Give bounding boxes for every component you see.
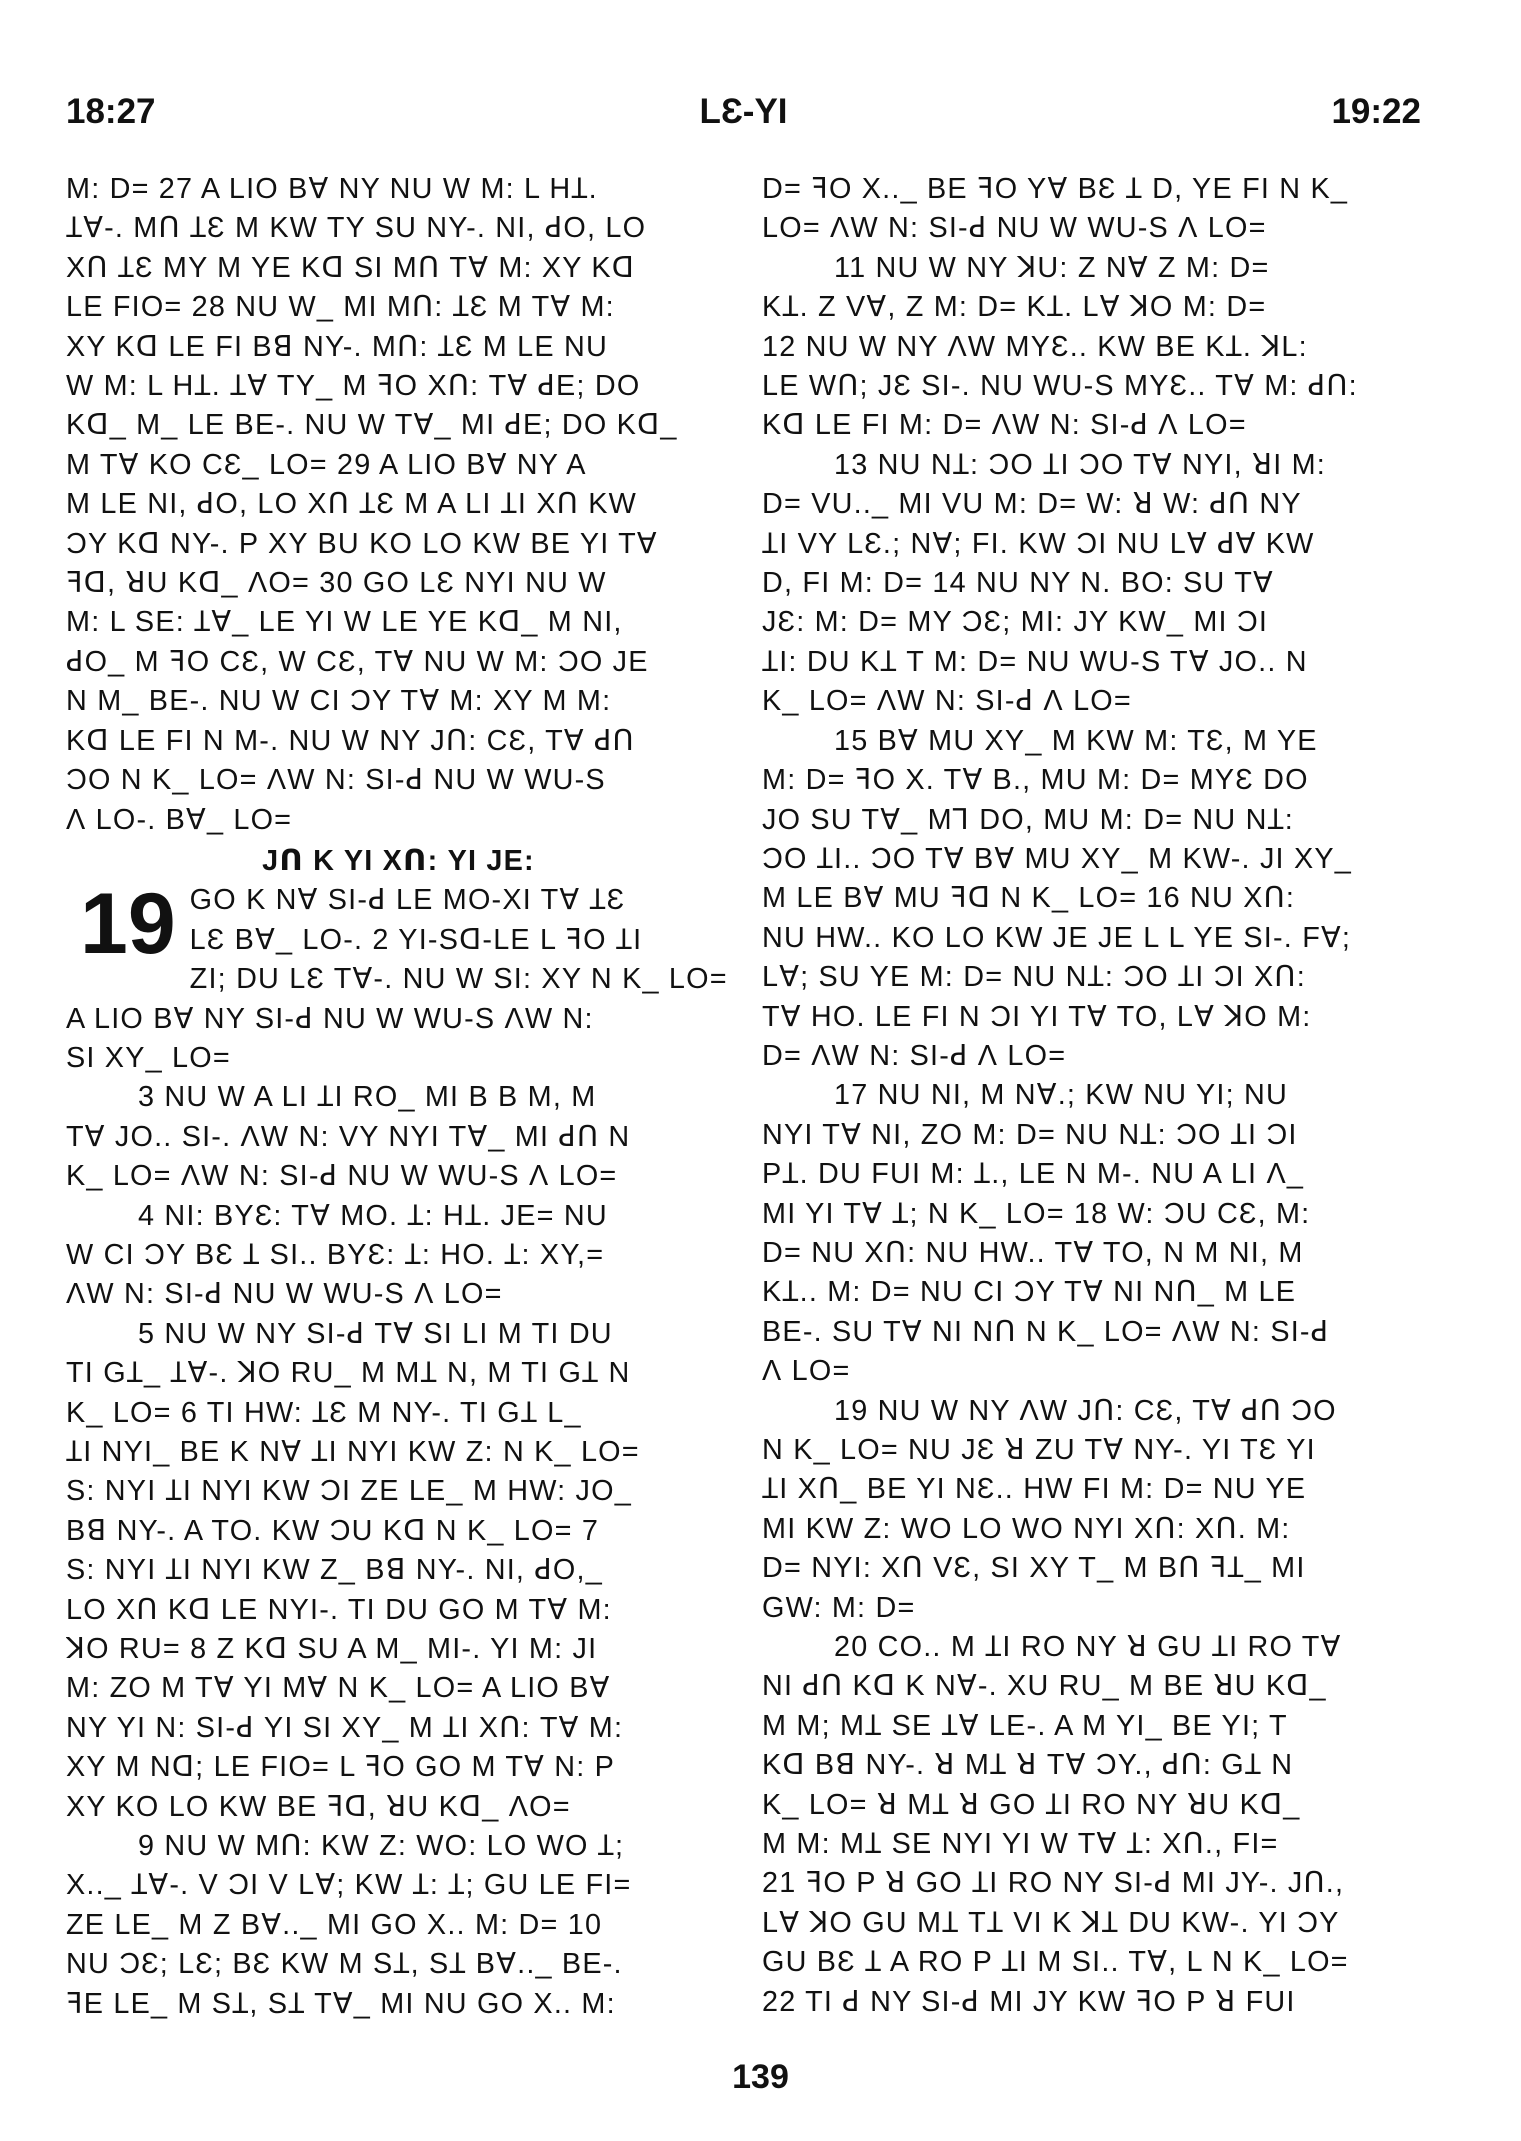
text-line: NI ꓒꓵ Kꓷ K NⱯ-. XU RU_ M BE ꓤU Kꓷ_ [762,1670,1327,1703]
text-line: KꞱ. Z VⱯ, Z M: D= KꞱ. LⱯ ꓘO M: D= [762,291,1267,324]
text-line: D= NU Xꓵ: NU HW.. TⱯ TO, N M NI, M [762,1236,1304,1269]
text-line: M M: MꞱ SE NYI YI W TⱯ Ʇ: Xꓵ., FI= [762,1828,1279,1861]
text-line: D= VU.._ MI VU M: D= W: ꓤ W: ꓒꓵ NY [762,488,1302,521]
text-line: Kꓷ_ M_ LE BE-. NU W TⱯ_ MI ꓒE; DO Kꓷ_ [66,409,678,442]
text-line: LO Xꓵ Kꓷ LE NYI-. TI DU GO M TⱯ M: [66,1593,612,1626]
text-line: K_ LO= ɅW N: SI-ꓒ NU W WU-S Ʌ LO= [66,1160,618,1193]
text-line: NU ƆƐ; LƐ; BƐ KW M SꞱ, SꞱ BⱯ.._ BE-. [66,1948,623,1981]
text-line: 20 CO.. M ꞱI RO NY ꓤ GU ꞱI RO TⱯ [834,1631,1342,1664]
text-line: ꞱⱯ-. Mꓵ ꞱƐ M KW TY SU NY-. NI, ꓒO, LO [66,212,647,245]
text-line: K_ LO= ꓤ MꞱ ꓤ GO ꞱI RO NY ꓤU Kꓷ_ [762,1788,1301,1821]
text-line: M TⱯ KO CƐ_ LO= 29 A LIO BⱯ NY A [66,448,587,481]
text-line: LⱯ ꓘO GU MꞱ TꞱ VI K ꓘꞱ DU KW-. YI ƆY [762,1906,1340,1939]
verse-paragraph [66,1078,731,1196]
text-line: GU BƐ Ʇ A RO P ꞱI M SI.. TⱯ, L N K_ LO= [762,1946,1349,1979]
text-line: M: L SE: ꞱⱯ_ LE YI W LE YE Kꓷ_ M NI, [66,606,623,639]
text-line: ꞱI Xꓵ_ BE YI NƐ.. HW FI M: D= NU YE [762,1473,1307,1506]
page-number: 139 [732,2058,789,2096]
text-line: Kꓷ LE FI M: D= ɅW N: SI-ꓒ Ʌ LO= [762,409,1247,442]
right-column [762,170,1442,2050]
text-line: LƐ BⱯ_ LO-. 2 YI-Sꓷ-LE L ꟻO ꞱI [189,923,643,956]
text-line: XY M Nꓷ; LE FIO= L ꟻO GO M TⱯ N: P [66,1751,616,1784]
text-line: 3 NU W A LI ꞱI RO_ MI B B M, M [138,1081,597,1114]
text-line: ꓒO_ M ꟻO CƐ, W CƐ, TⱯ NU W M: ƆO JE [66,645,649,678]
text-line: 21 ꟻO P ꓤ GO ꞱI RO NY SI-ꓒ MI JY-. Jꓵ., [762,1867,1345,1900]
chapter-number: 19 [80,876,176,973]
text-line: PꞱ. DU FUI M: Ʇ., LE N M-. NU A LI Ʌ_ [762,1158,1305,1191]
text-line: MI KW Z: WO LO WO NYI Xꓵ: Xꓵ. M: [762,1512,1291,1545]
text-line: ꞱI NYI_ BE K NⱯ ꞱI NYI KW Z: N K_ LO= [66,1436,640,1468]
text-line: XY KO LO KW BE ꟻꓷ, ꓤU Kꓷ_ ɅO= [66,1790,571,1823]
text-line: Kꓷ Bꓭ NY-. ꓤ MꞱ ꓤ TⱯ ƆY., ꓒꓵ: GꞱ N [762,1749,1294,1782]
text-line: 22 TI ꓒ NY SI-ꓒ MI JY KW ꟻO P ꓤ FUI [762,1985,1296,2018]
text-line: 9 NU W Mꓵ: KW Z: WO: LO WO Ʇ; [138,1830,625,1863]
text-line: N K_ LO= NU JƐ ꓤ ZU TⱯ NY-. YI TƐ YI [762,1434,1316,1466]
verse-paragraph [66,1315,731,1827]
text-line: LE Wꓵ; JƐ SI-. NU WU-S MYƐ.. TⱯ M: ꓒꓵ: [762,370,1358,403]
text-line: M LE BⱯ MU ꟻꓷ N K_ LO= 16 NU Xꓵ: [762,882,1296,915]
left-opening-paragraph [66,170,731,840]
header-title: LƐ-YI [699,92,788,131]
verse-paragraph [762,1392,1442,1628]
right-paragraphs [762,249,1442,2022]
verse-paragraph [762,1076,1442,1391]
text-line: ƆO ꞱI.. ƆO TⱯ BⱯ MU XY_ M KW-. JI XY_ [762,842,1352,875]
text-line: TⱯ JO.. SI-. ɅW N: VY NYI TⱯ_ MI ꓒꓵ N [66,1120,631,1153]
text-line: GO K NⱯ SI-ꓒ LE MO-XI TⱯ ꞱƐ [189,884,626,917]
text-line: Xꓵ ꞱƐ MY M YE Kꓷ SI Mꓵ TⱯ M: XY Kꓷ [66,251,636,284]
text-line: ZE LE_ M Z BⱯ.._ MI GO X.. M: D= 10 [66,1908,603,1941]
text-line: Ʌ LO= [762,1355,851,1388]
text-line: 4 NI: BYƐ: TⱯ MO. Ʇ: HꞱ. JE= NU [138,1199,608,1232]
text-line: N M_ BE-. NU W CI ƆY TⱯ M: XY M M: [66,685,612,718]
text-line: Ʌ LO-. BⱯ_ LO= [66,803,293,836]
text-line: M LE NI, ꓒO, LO Xꓵ ꞱƐ M A LI ꞱI Xꓵ KW [66,488,638,521]
text-line: JO SU TⱯ_ Mꓶ DO, MU M: D= NU NꞱ: [762,803,1295,836]
header-left-reference: 18:27 [66,92,156,131]
verse-paragraph [762,1628,1442,2022]
text-line: JƐ: M: D= MY ƆƐ; MI: JY KW_ MI ƆI [762,606,1269,639]
verse-paragraph [762,722,1442,1077]
text-line: S: NYI ꞱI NYI KW Z_ Bꓭ NY-. NI, ꓒO,_ [66,1554,603,1587]
text-line: NY YI N: SI-ꓒ YI SI XY_ M ꞱI Xꓵ: TⱯ M: [66,1711,624,1744]
verse-paragraph [762,446,1442,722]
verse-paragraph [66,1197,731,1315]
chapter-block [66,876,731,1078]
text-line: BE-. SU TⱯ NI Nꓵ N K_ LO= ɅW N: SI-ꓒ [762,1315,1330,1348]
text-line: K_ LO= 6 TI HW: ꞱƐ M NY-. TI GꞱ L_ [66,1396,582,1429]
text-line: Kꓷ LE FI N M-. NU W NY Jꓵ: CƐ, TⱯ ꓒꓵ [66,724,635,757]
text-line: D, FI M: D= 14 NU NY N. BO: SU TⱯ [762,567,1274,600]
text-line: ꟻꓷ, ꓤU Kꓷ_ ɅO= 30 GO LƐ NYI NU W [66,567,607,600]
text-line: M: D= 27 A LIO BⱯ NY NU W M: L HꞱ. [66,173,598,205]
text-line: D= ꟻO X.._ BE ꟻO YⱯ BƐ Ʇ D, YE FI N K_ [762,173,1349,205]
page-header [66,92,1421,148]
text-line: D= ɅW N: SI-ꓒ Ʌ LO= [762,1039,1067,1072]
text-line: X.._ ꞱⱯ-. V ƆI V LⱯ; KW Ʇ: Ʇ; GU LE FI= [66,1869,632,1902]
left-column [66,170,731,2050]
text-line: D= NYI: Xꓵ VƐ, SI XY T_ M Bꓵ ꟻꞱ_ MI [762,1552,1306,1585]
text-line: NYI TⱯ NI, ZO M: D= NU NꞱ: ƆO ꞱI ƆI [762,1118,1298,1151]
text-line: W CI ƆY BƐ Ʇ SI.. BYƐ: Ʇ: HO. Ʇ: XY,= [66,1238,605,1271]
text-line: A LIO BⱯ NY SI-ꓒ NU W WU-S ɅW N: [66,1002,594,1035]
text-line: 17 NU NI, M NⱯ.; KW NU YI; NU [834,1079,1288,1112]
text-line: TI GꞱ_ ꞱⱯ-. ꓘO RU_ M MꞱ N, M TI GꞱ N [66,1357,631,1390]
text-line: W M: L HꞱ. ꞱⱯ TY_ M ꟻO Xꓵ: TⱯ ꓒE; DO [66,370,641,403]
text-line: LⱯ; SU YE M: D= NU NꞱ: ƆO ꞱI ƆI Xꓵ: [762,961,1306,994]
text-line: M: ZO M TⱯ YI MⱯ N K_ LO= A LIO BⱯ [66,1672,611,1705]
text-line: ꞱI VY LƐ.; NⱯ; FI. KW ƆI NU LⱯ ꓒⱯ KW [762,527,1315,560]
text-line: 19 NU W NY ɅW Jꓵ: CƐ, TⱯ ꓒꓵ ƆO [834,1394,1337,1427]
text-line: SI XY_ LO= [66,1041,231,1074]
right-opening-paragraph [762,170,1442,249]
verse-paragraph [66,1827,731,2024]
text-line: LO= ɅW N: SI-ꓒ NU W WU-S Ʌ LO= [762,212,1267,245]
text-line: ɅW N: SI-ꓒ NU W WU-S Ʌ LO= [66,1278,503,1311]
header-right-reference: 19:22 [1331,92,1421,131]
text-line: ꓘO RU= 8 Z Kꓷ SU A M_ MI-. YI M: JI [66,1633,598,1666]
text-line: ZI; DU LƐ TⱯ-. NU W SI: XY N K_ LO= [189,963,728,996]
text-line: 15 BⱯ MU XY_ M KW M: TƐ, M YE [834,724,1318,757]
text-line: K_ LO= ɅW N: SI-ꓒ Ʌ LO= [762,685,1132,718]
text-line: XY Kꓷ LE FI Bꓭ NY-. Mꓵ: ꞱƐ M LE NU [66,330,608,363]
text-line: S: NYI ꞱI NYI KW ƆI ZE LE_ M HW: JO_ [66,1475,632,1508]
text-line: 12 NU W NY ɅW MYƐ.. KW BE KꞱ. ꓘL: [762,330,1308,363]
text-line: ƆO N K_ LO= ɅW N: SI-ꓒ NU W WU-S [66,764,606,797]
text-line: MI YI TⱯ Ʇ; N K_ LO= 18 W: ƆU CƐ, M: [762,1197,1311,1230]
left-paragraphs [66,1078,731,2024]
text-line: 11 NU W NY ꓘU: Z NⱯ Z M: D= [834,251,1270,284]
text-line: GW: M: D= [762,1591,916,1624]
text-line: LE FIO= 28 NU W_ MI Mꓵ: ꞱƐ M TⱯ M: [66,291,615,324]
text-line: M: D= ꟻO X. TⱯ B., MU M: D= MYƐ DO [762,764,1309,797]
text-line: 13 NU NꞱ: ƆO ꞱI ƆO TⱯ NYI, ꓤI M: [834,448,1327,481]
text-line: TⱯ HO. LE FI N ƆI YI TⱯ TO, LⱯ ꓘO M: [762,1000,1312,1033]
text-line: 5 NU W NY SI-ꓒ TⱯ SI LI M TI DU [138,1317,613,1350]
text-line: NU HW.. KO LO KW JE JE L L YE SI-. FⱯ; [762,921,1352,954]
text-line: ƆY Kꓷ NY-. P XY BU KO LO KW BE YI TⱯ [66,527,658,560]
text-line: M M; MꞱ SE ꞱⱯ LE-. A M YI_ BE YI; T [762,1709,1288,1742]
text-line: ꟻE LE_ M SꞱ, SꞱ TⱯ_ MI NU GO X.. M: [66,1987,616,2020]
section-heading: Jꓵ K YI Xꓵ: YI JE: [262,844,535,877]
text-line: Bꓭ NY-. A TO. KW ƆU Kꓷ N K_ LO= 7 [66,1514,600,1547]
verse-paragraph [762,249,1442,446]
text-line: ꞱI: DU KꞱ T M: D= NU WU-S TⱯ JO.. N [762,645,1308,678]
text-line: KꞱ.. M: D= NU CI ƆY TⱯ NI Nꓵ_ M LE [762,1276,1297,1309]
